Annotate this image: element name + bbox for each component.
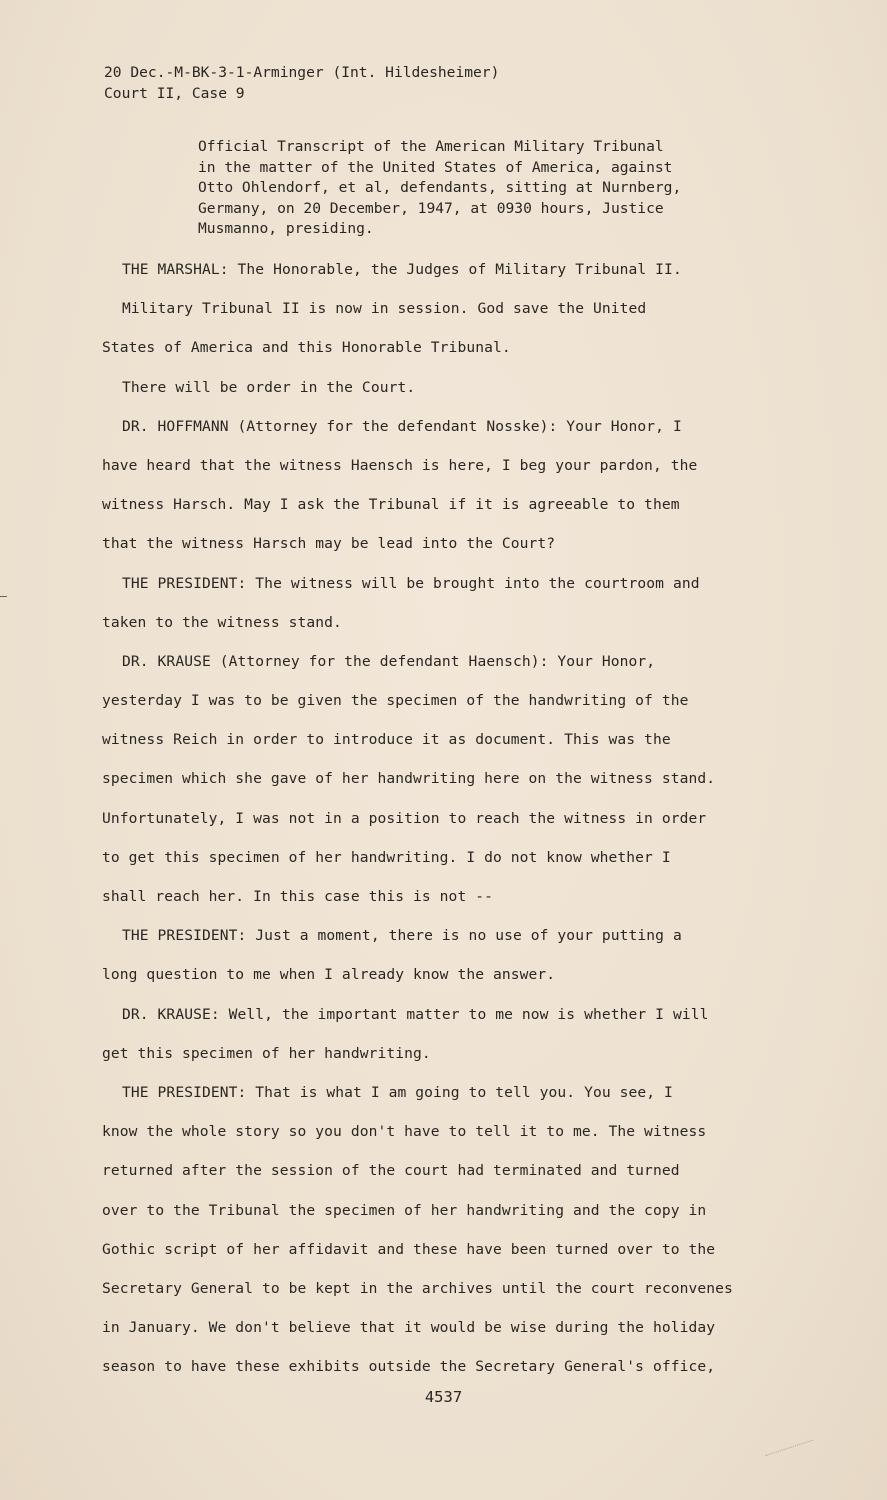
body-line: THE PRESIDENT: That is what I am going to tell you. You see, I [122,1083,673,1101]
header-line-1: 20 Dec.-M-BK-3-1-Arminger (Int. Hildesheimer) [104,64,500,81]
body-line: yesterday I was to be given the specimen of the handwriting of the [102,692,689,710]
body-line: have heard that the witness Haensch is here, I beg your pardon, the [102,456,698,474]
body-line: States of America and this Honorable Tribunal. [102,339,511,357]
body-line: in January. We don't believe that it would be wise during the holiday [102,1319,716,1337]
body-line: to get this specimen of her handwriting. I do not know whether I [102,848,671,866]
body-line: long question to me when I already know the answer. [102,966,556,984]
body-line: season to have these exhibits outside the Secretary General's office, [102,1358,716,1376]
body-line: Unfortunately, I was not in a position to reach the witness in order [102,809,707,827]
header-line-2: Court II, Case 9 [104,85,245,102]
body-line: specimen which she gave of her handwriting here on the witness stand. [102,770,716,788]
body-line: There will be order in the Court. [122,378,416,396]
page-header [104,62,499,104]
body-line: witness Harsch. May I ask the Tribunal if it is agreeable to them [102,496,680,514]
body-line: DR. KRAUSE (Attorney for the defendant Haensch): Your Honor, [122,652,656,670]
body-line: DR. KRAUSE: Well, the important matter to me now is whether I will [122,1005,709,1023]
body-line: witness Reich in order to introduce it as document. This was the [102,731,671,749]
body-line: Secretary General to be kept in the archives until the court reconvenes [102,1279,733,1297]
body-line: that the witness Harsch may be lead into the Court? [102,535,556,553]
transcript-intro [198,137,758,240]
body-line: THE PRESIDENT: Just a moment, there is no use of your putting a [122,927,682,945]
body-line: Gothic script of her affidavit and these have been turned over to the [102,1240,716,1258]
body-line: know the whole story so you don't have to tell it to me. The witness [102,1123,707,1141]
body-line: over to the Tribunal the specimen of her handwriting and the copy in [102,1201,707,1219]
intro-line: in the matter of the United States of America, against [198,158,673,176]
page-number: 4537 [424,1388,463,1406]
intro-line: Musmanno, presiding. [198,220,374,237]
intro-line: Official Transcript of the American Military Tribunal [198,138,664,155]
body-line: get this specimen of her handwriting. [102,1044,431,1062]
body-line: DR. HOFFMANN (Attorney for the defendant Nosske): Your Honor, I [122,417,682,435]
body-line: returned after the session of the court had terminated and turned [102,1162,680,1180]
paper-smudge [757,1413,814,1456]
intro-line: Otto Ohlendorf, et al, defendants, sitting at Nurnberg, [198,179,682,196]
body-line: Military Tribunal II is now in session. God save the United [122,300,647,318]
margin-mark [0,596,7,597]
intro-line: Germany, on 20 December, 1947, at 0930 hours, Justice [198,199,664,217]
body-line: shall reach her. In this case this is not -- [102,888,493,905]
body-line: taken to the witness stand. [102,613,342,631]
transcript-body [102,250,802,1386]
body-line: THE MARSHAL: The Honorable, the Judges of Military Tribunal II. [122,261,682,278]
body-line: THE PRESIDENT: The witness will be brought into the courtroom and [122,574,700,592]
